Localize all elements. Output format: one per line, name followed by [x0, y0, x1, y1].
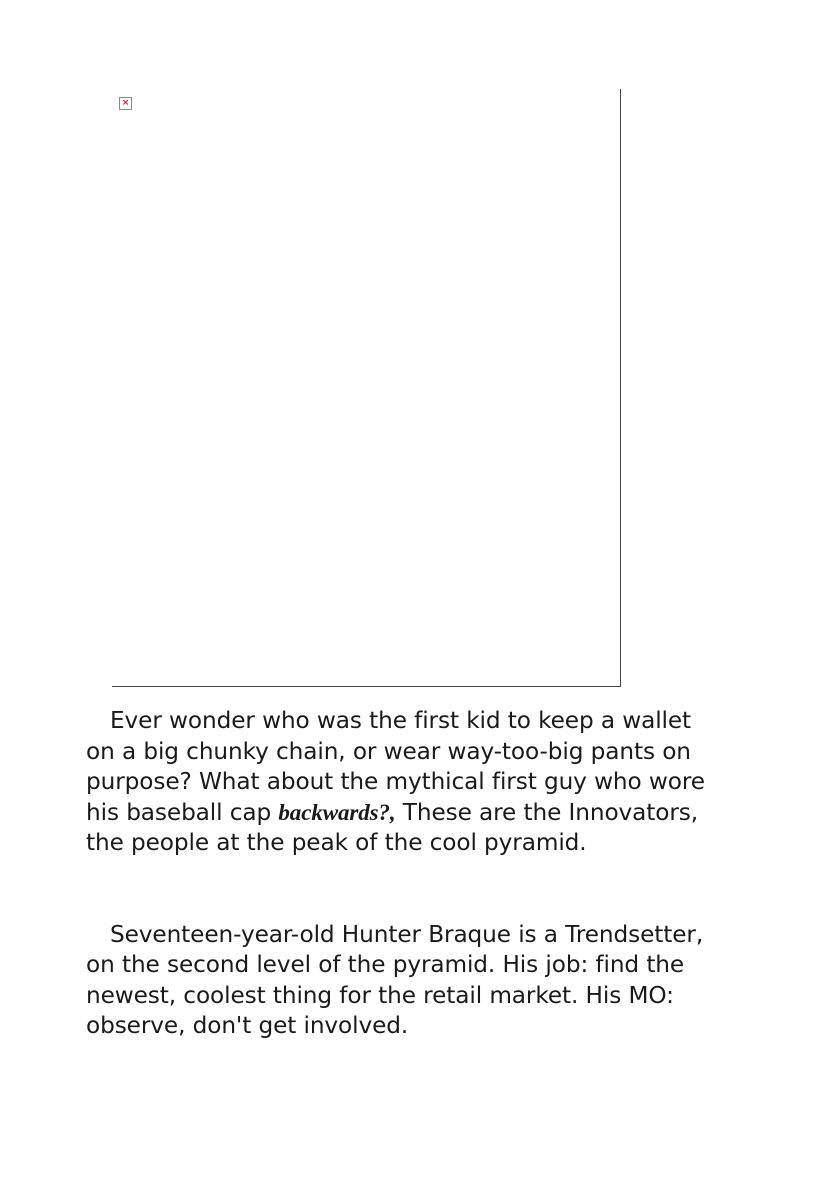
emphasis-text: backwards?,: [278, 799, 396, 825]
text-segment: These are the Innovators,: [395, 798, 699, 826]
paragraph-innovators: [86, 706, 726, 859]
text-line: on the second level of the pyramid. His job: find the: [86, 951, 685, 978]
paragraph-trendsetter: [86, 920, 726, 1042]
text-line: Ever wonder who was the first kid to keep a wallet: [110, 707, 692, 734]
document-body: [86, 706, 726, 1042]
text-line: on a big chunky chain, or wear way-too-big pants on: [86, 737, 691, 765]
image-placeholder-frame: [112, 89, 621, 687]
text-line: purpose? What about the mythical first guy who wore: [86, 768, 705, 795]
text-segment: his baseball cap: [86, 798, 279, 826]
text-line: Seventeen-year-old Hunter Braque is a Trendsetter,: [110, 920, 704, 948]
text-line-with-emphasis: [86, 798, 726, 829]
text-line: the people at the peak of the cool pyramid.: [86, 829, 587, 856]
broken-image-icon: ×: [119, 97, 132, 110]
text-line: observe, don't get involved.: [86, 1012, 409, 1039]
text-line: newest, coolest thing for the retail market. His MO:: [86, 981, 674, 1009]
